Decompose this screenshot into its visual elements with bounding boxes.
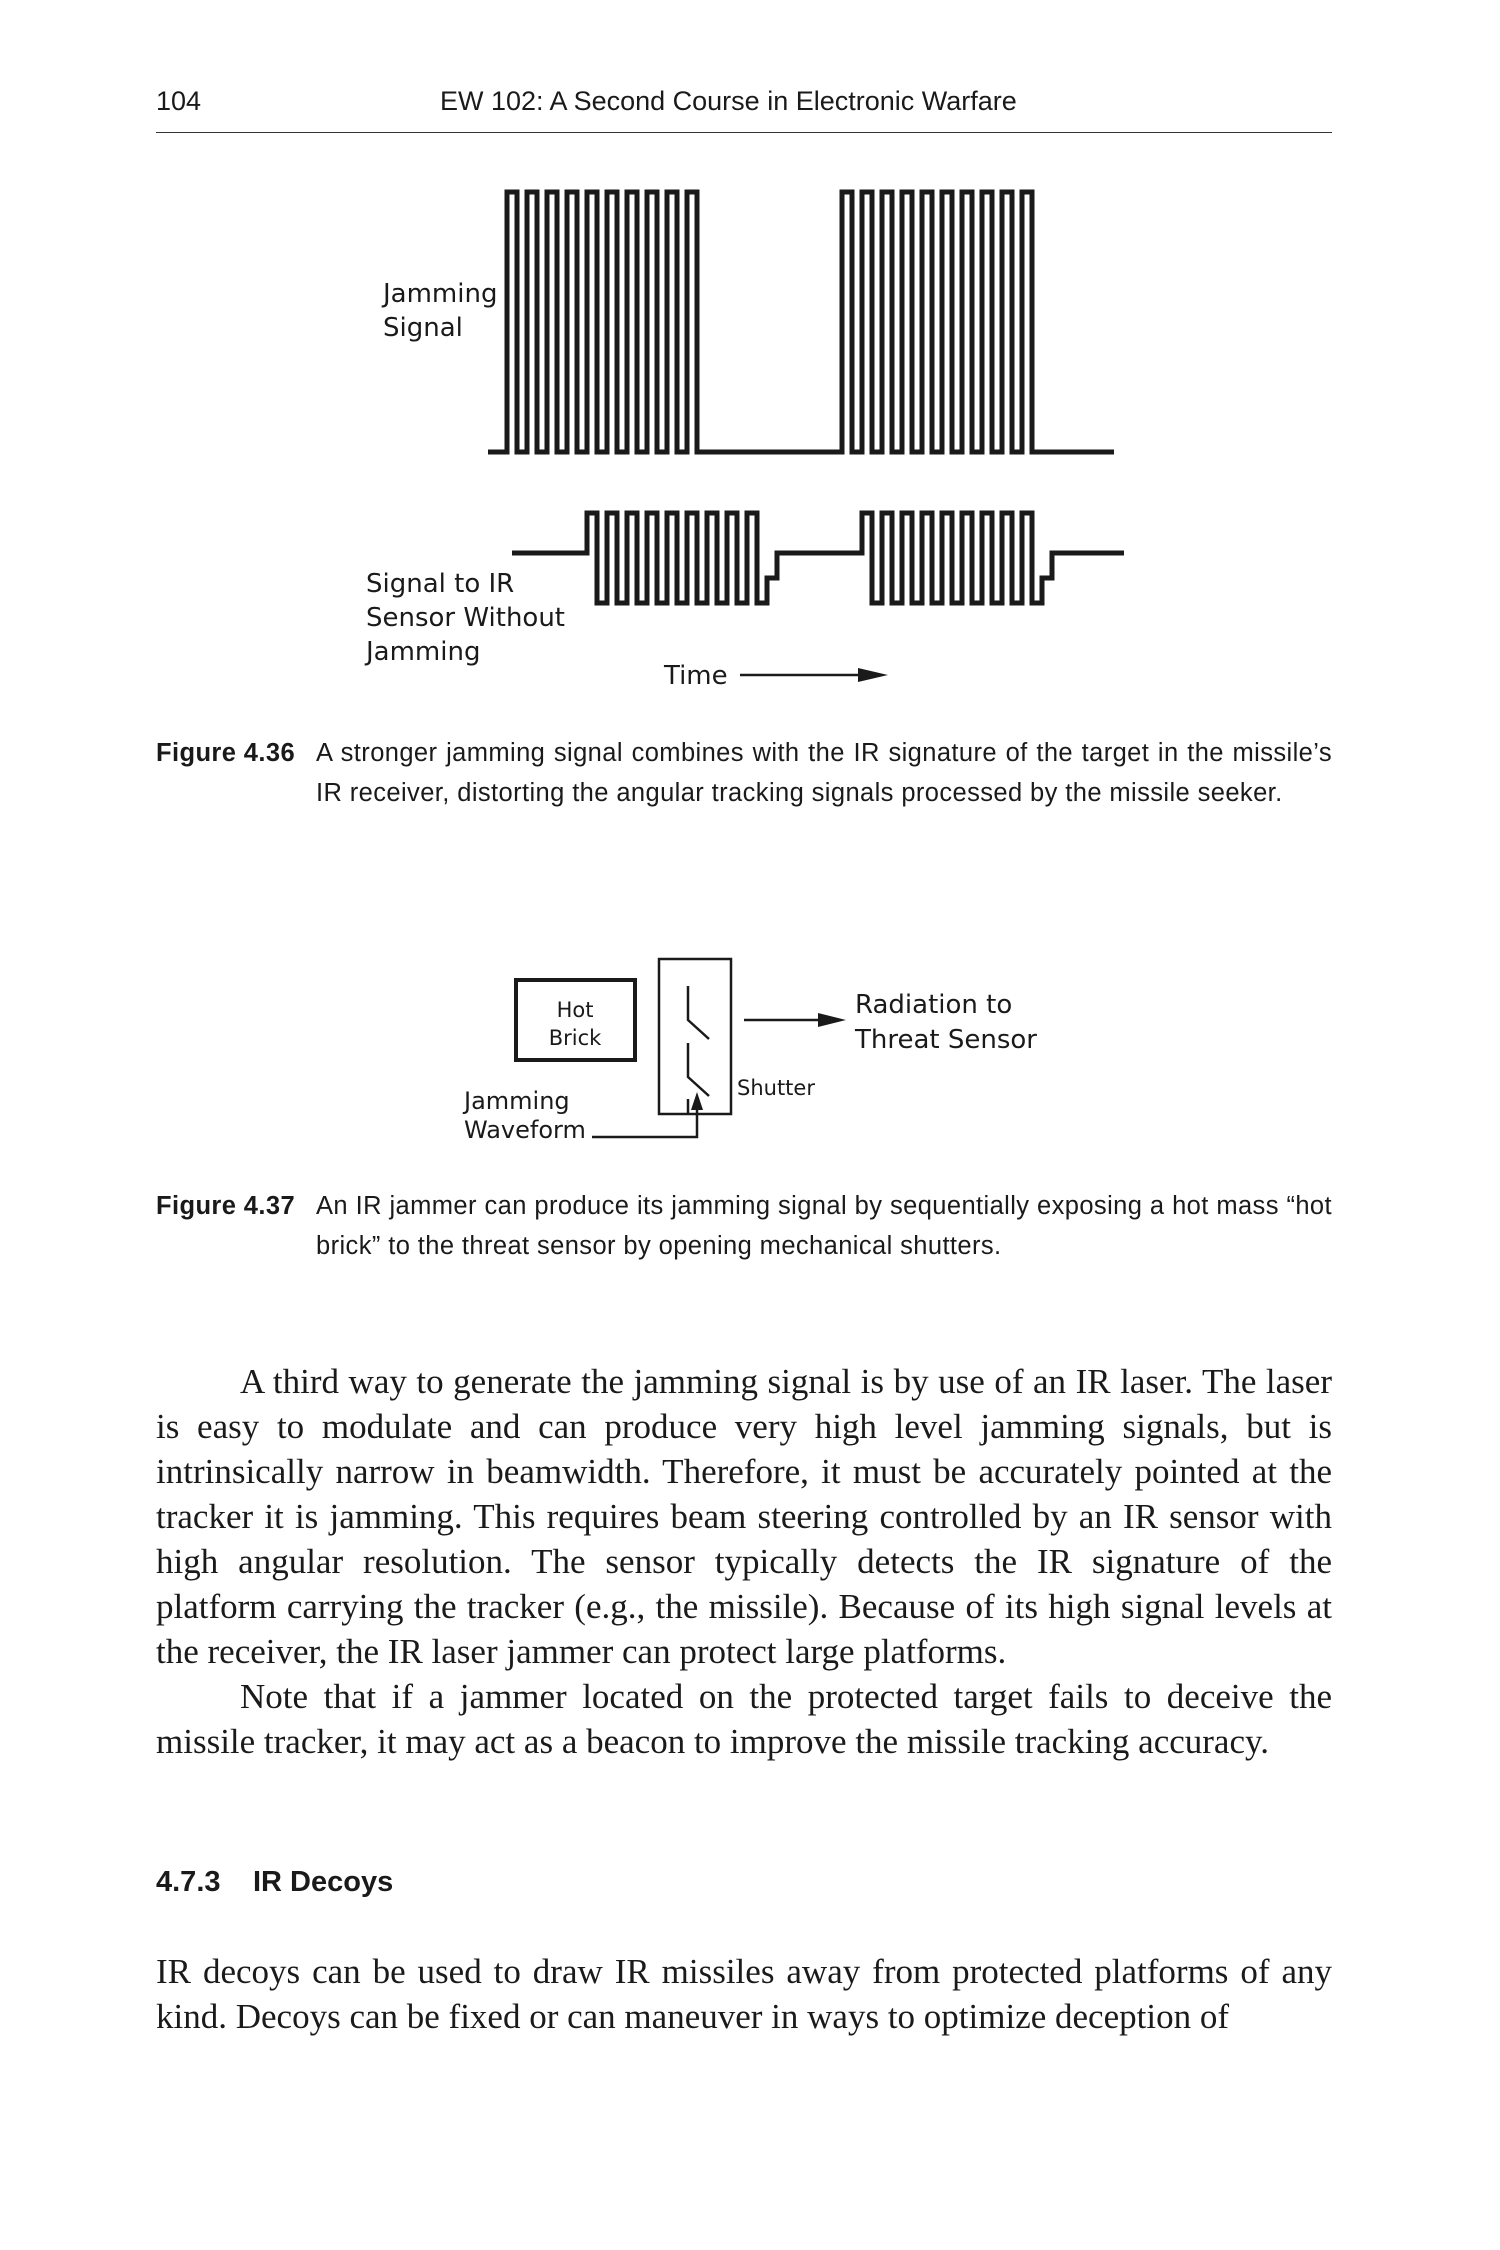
- figure-4-37-caption: [156, 1186, 1332, 1276]
- paragraph-ir-decoys: IR decoys can be used to draw IR missiles away from protected platforms of any kind. Decoys can be fixed or can maneuver in ways to optimize deception of: [156, 1952, 1332, 2036]
- radiation-arrow-head: [818, 1013, 846, 1027]
- sensor-signal-label-line1: Signal to IR: [366, 569, 515, 599]
- figure-4-36-caption: [156, 733, 1332, 823]
- jamming-signal-label-line1: Jamming: [383, 279, 498, 309]
- figure-4-36-label: Figure 4.36: [156, 739, 296, 767]
- jamming-waveform-label-line2: Waveform: [464, 1116, 586, 1144]
- jamming-signal-label-line2: Signal: [383, 313, 463, 343]
- shutter-blade-upper: [688, 986, 709, 1039]
- paragraph-ir-laser: A third way to generate the jamming signal is by use of an IR laser. The laser is easy to modulate and can produce very high level jamming signals, but is intrinsically narrow in beamwidth. Therefore, it must be accurately pointed at the tracker it is jamming. This requires beam steering controlled by an IR sensor with high angular resolution. The sensor typically detects the IR signature of the platform carrying the tracker (e.g., the missile). Because of its high signal levels at the receiver, the IR laser jammer can protect large platforms.: [156, 1362, 1332, 1671]
- figure-4-36-diagram: [0, 0, 1500, 720]
- shutter-label: Shutter: [737, 1076, 815, 1100]
- section-body-text: [156, 1949, 1332, 2039]
- figure-4-36-caption-text: A stronger jamming signal combines with the IR signature of the target in the missile’s IR receiver, distorting the angular tracking signals processed by the missile seeker.: [316, 739, 1332, 807]
- time-axis-label: Time: [664, 661, 728, 691]
- section-title: IR Decoys: [253, 1866, 394, 1898]
- sensor-signal-label-line3: Jamming: [366, 637, 481, 667]
- section-number: 4.7.3: [156, 1866, 221, 1898]
- hot-brick-label-line2: Brick: [548, 1026, 602, 1050]
- sensor-signal-label-line2: Sensor Without: [366, 603, 565, 633]
- radiation-label-line1: Radiation to: [855, 990, 1013, 1020]
- shutter-blade-lower: [688, 1043, 709, 1096]
- time-arrow-head: [858, 668, 888, 682]
- paragraph-beacon-note: Note that if a jammer located on the protected target fails to deceive the missile tracker, it may act as a beacon to improve the missile tracking accuracy.: [156, 1677, 1332, 1761]
- figure-4-37-label: Figure 4.37: [156, 1192, 296, 1220]
- waveform-input-arrow-head: [691, 1092, 703, 1110]
- shutter-housing: [659, 959, 731, 1114]
- radiation-label-line2: Threat Sensor: [855, 1025, 1037, 1055]
- jamming-signal-waveform: [488, 192, 1114, 452]
- page-number: 104: [156, 86, 202, 116]
- hot-brick-label-line1: Hot: [556, 998, 594, 1022]
- jamming-waveform-label-line1: Jamming: [464, 1087, 570, 1115]
- section-heading: [156, 1866, 393, 1899]
- waveform-input-line: [592, 1108, 697, 1137]
- running-title: EW 102: A Second Course in Electronic Warfare: [440, 86, 1017, 116]
- body-text-block: [156, 1359, 1332, 1764]
- figure-4-37-caption-text: An IR jammer can produce its jamming signal by sequentially exposing a hot mass “hot brick” to the threat sensor by opening mechanical shutters.: [316, 1192, 1332, 1260]
- figure-4-37-diagram: [0, 940, 1500, 1160]
- sensor-signal-waveform: [512, 513, 1124, 603]
